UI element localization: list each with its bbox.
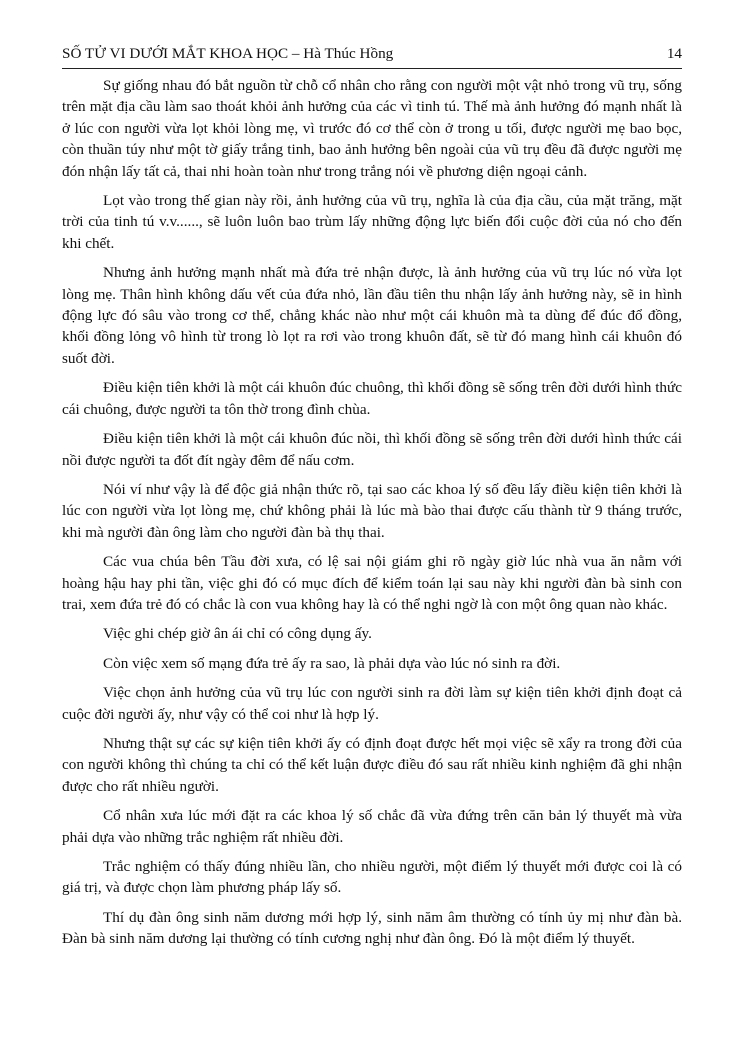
running-header <box>62 43 682 69</box>
paragraph: Còn việc xem số mạng đứa trẻ ấy ra sao, là phải dựa vào lúc nó sinh ra đời. <box>103 654 561 672</box>
paragraph: Lọt vào trong thế gian này rồi, ảnh hưởng của vũ trụ, nghĩa là của địa cầu, của mặt trăng, mặt trời của tinh tú v.v......, sẽ luôn luôn bao trùm lấy những động lực biến đổi cuộc đời của nó cho đến khi chết. <box>62 192 682 252</box>
page-number: 14 <box>666 45 682 62</box>
paragraph: Điều kiện tiên khởi là một cái khuôn đúc chuông, thì khối đồng sẽ sống trên đời dưới hình thức cái chuông, được người ta tôn thờ trong đình chùa. <box>62 379 682 418</box>
paragraph: Cổ nhân xưa lúc mới đặt ra các khoa lý số chắc đã vừa đứng trên căn bản lý thuyết mà vừa phải dựa vào những trắc nghiệm rất nhiều đời. <box>62 807 682 846</box>
paragraph: Điều kiện tiên khởi là một cái khuôn đúc nồi, thì khối đồng sẽ sống trên đời dưới hình thức cái nồi được người ta đốt đít ngày đêm để nấu cơm. <box>62 430 682 469</box>
paragraph: Sự giống nhau đó bắt nguồn từ chỗ cổ nhân cho rằng con người một vật nhỏ trong vũ trụ, sống trên mặt địa cầu làm sao thoát khỏi ảnh hưởng của các vì tinh tú. Thế mà ảnh hưởng đó mạnh nhất là ở lúc con người vừa lọt khỏi lòng mẹ, vì trước đó cơ thể còn ở trong u tối, được người mẹ bao bọc, còn thuần túy như một tờ giấy trắng tinh, bao ảnh hưởng bên ngoài của vũ trụ đều đã được người mẹ đón nhận lấy tất cả, thai nhi hoàn toàn như trong trắng nói về phương diện ngoại cảnh. <box>62 77 682 180</box>
header-title: SỐ TỬ VI DƯỚI MẮT KHOA HỌC – Hà Thúc Hồng <box>62 45 394 62</box>
paragraph: Trắc nghiệm có thấy đúng nhiều lần, cho nhiều người, một điểm lý thuyết mới được coi là có giá trị, và được chọn làm phương pháp lấy số. <box>62 858 682 897</box>
paragraph: Việc ghi chép giờ ân ái chỉ có công dụng ấy. <box>103 625 372 643</box>
paragraph: Thí dụ đàn ông sinh năm dương mới hợp lý, sinh năm âm thường có tính ủy mị như đàn bà. Đàn bà sinh năm dương lại thường có tính cương nghị như đàn ông. Đó là một điểm lý thuyết. <box>62 908 682 948</box>
paragraph: Nói ví như vậy là để độc giả nhận thức rõ, tại sao các khoa lý số đều lấy điều kiện tiên khởi là lúc con người vừa lọt lòng mẹ, chứ không phải là lúc mà bào thai được cấu thành từ 9 tháng trước, khi mà người đàn ông làm cho người đàn bà thụ thai. <box>62 480 682 541</box>
paragraph: Nhưng ảnh hưởng mạnh nhất mà đứa trẻ nhận được, là ảnh hưởng của vũ trụ lúc nó vừa lọt lòng mẹ. Thân hình không dấu vết của đứa nhỏ, lần đầu tiên thu nhận lấy ảnh hưởng này, sẽ in hình động lực đó sâu vào trong cơ thể, chẳng khác nào như một cái khuôn mà ta dùng để đúc đổ đồng, khối đồng lỏng vô hình từ trong lò lọt ra rơi vào trong khuôn đất, sẽ từ đó mang hình cái khuôn đó suốt đời. <box>62 264 682 367</box>
paragraph: Các vua chúa bên Tầu đời xưa, có lệ sai nội giám ghi rõ ngày giờ lúc nhà vua ăn nằm với hoàng hậu hay phi tần, việc ghi đó có mục đích để kiểm toán lại sau này khi người đàn bà sinh con trai, xem đứa trẻ đó có chắc là con vua không hay là có thể nghi ngờ là con một ông quan nào khác. <box>62 553 682 613</box>
paragraph: Việc chọn ảnh hưởng của vũ trụ lúc con người sinh ra đời làm sự kiện tiên khởi định đoạt cả cuộc đời người ấy, như vậy có thể coi như là hợp lý. <box>62 684 682 723</box>
paragraph: Nhưng thật sự các sự kiện tiên khởi ấy có định đoạt được hết mọi việc sẽ xẩy ra trong đời của con người không thì chúng ta chỉ có thể kết luận được điều đó sau rất nhiều kinh nghiệm đã ghi nhận được cho rất nhiều người. <box>62 734 682 795</box>
